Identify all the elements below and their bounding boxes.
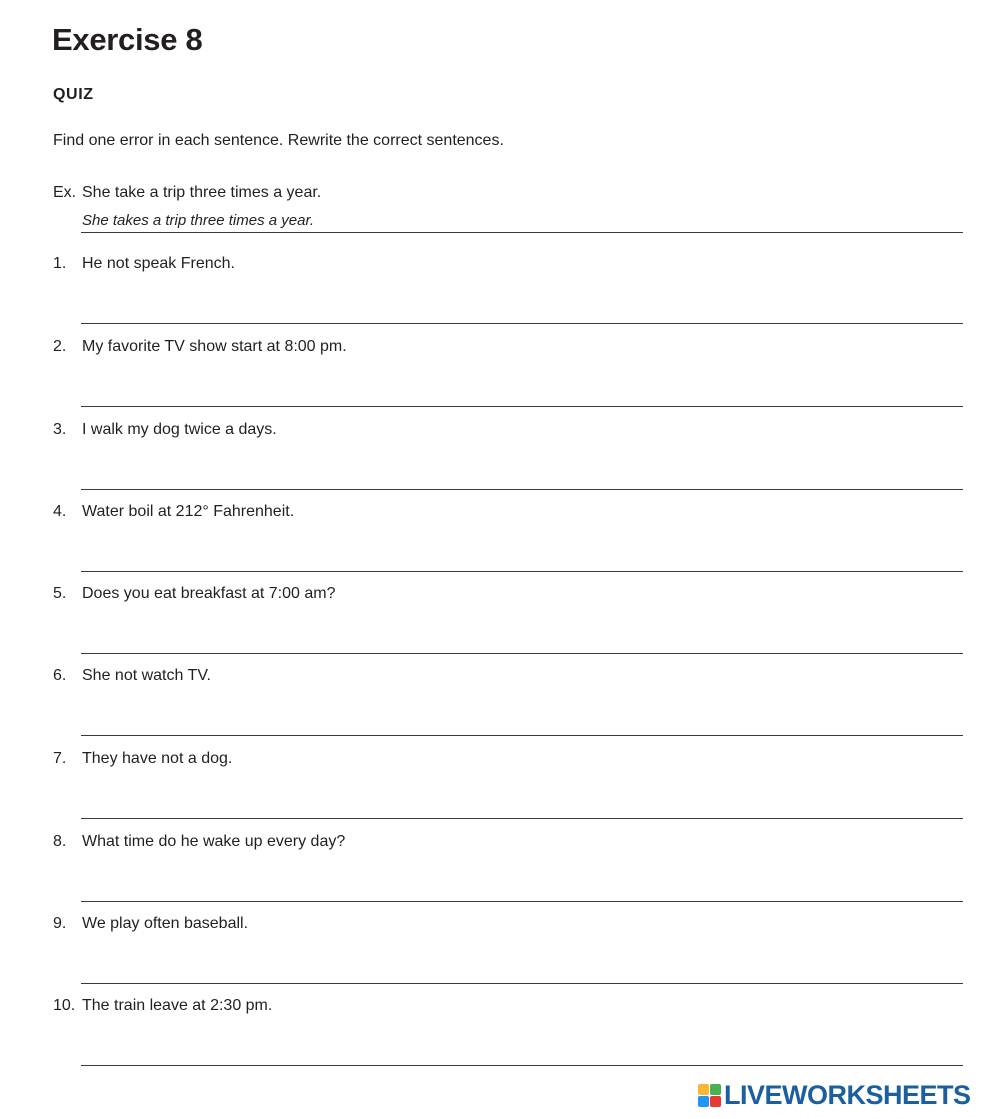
question-sentence: We play often baseball. bbox=[82, 915, 249, 932]
question-number: 2. bbox=[53, 338, 67, 355]
question-row-3 bbox=[53, 421, 963, 497]
answer-input-5[interactable] bbox=[81, 629, 963, 654]
question-number: 1. bbox=[53, 255, 67, 272]
answer-input-2[interactable] bbox=[81, 382, 963, 407]
question-number: 4. bbox=[53, 503, 67, 520]
question-sentence: I walk my dog twice a days. bbox=[82, 421, 277, 438]
answer-input-3[interactable] bbox=[81, 465, 963, 490]
question-row-2 bbox=[53, 338, 963, 414]
question-number: 5. bbox=[53, 585, 67, 602]
question-number: 7. bbox=[53, 750, 67, 767]
answer-input-6[interactable] bbox=[81, 711, 963, 736]
question-number: 3. bbox=[53, 421, 67, 438]
question-row-6 bbox=[53, 667, 963, 743]
logo-blocks-icon bbox=[698, 1084, 721, 1107]
question-row-8 bbox=[53, 833, 963, 909]
question-number: 6. bbox=[53, 667, 67, 684]
logo-block-icon bbox=[710, 1096, 721, 1107]
section-label: QUIZ bbox=[53, 86, 94, 103]
logo-block-icon bbox=[710, 1084, 721, 1095]
logo-block-icon bbox=[698, 1096, 709, 1107]
question-sentence: She not watch TV. bbox=[82, 667, 211, 684]
question-number: 8. bbox=[53, 833, 67, 850]
example-row bbox=[53, 184, 963, 260]
question-sentence: Water boil at 212° Fahrenheit. bbox=[82, 503, 295, 520]
example-answer bbox=[81, 208, 963, 233]
question-number: 9. bbox=[53, 915, 67, 932]
logo-block-icon bbox=[698, 1084, 709, 1095]
example-label: Ex. bbox=[53, 184, 77, 201]
question-sentence: They have not a dog. bbox=[82, 750, 233, 767]
answer-input-1[interactable] bbox=[81, 299, 963, 324]
answer-input-4[interactable] bbox=[81, 547, 963, 572]
question-row-7 bbox=[53, 750, 963, 826]
example-sentence: She take a trip three times a year. bbox=[82, 184, 322, 201]
question-row-5 bbox=[53, 585, 963, 661]
answer-input-8[interactable] bbox=[81, 877, 963, 902]
instructions-text: Find one error in each sentence. Rewrite the correct sentences. bbox=[53, 132, 504, 149]
question-sentence: He not speak French. bbox=[82, 255, 235, 272]
answer-input-9[interactable] bbox=[81, 959, 963, 984]
question-row-10 bbox=[53, 997, 963, 1073]
question-row-4 bbox=[53, 503, 963, 579]
question-sentence: What time do he wake up every day? bbox=[82, 833, 346, 850]
answer-input-7[interactable] bbox=[81, 794, 963, 819]
liveworksheets-logo bbox=[698, 1080, 971, 1111]
question-sentence: The train leave at 2:30 pm. bbox=[82, 997, 273, 1014]
answer-input-10[interactable] bbox=[81, 1041, 963, 1066]
logo-text: LIVEWORKSHEETS bbox=[724, 1080, 971, 1110]
question-row-1 bbox=[53, 255, 963, 331]
question-number: 10. bbox=[53, 997, 76, 1014]
question-sentence: My favorite TV show start at 8:00 pm. bbox=[82, 338, 347, 355]
question-row-9 bbox=[53, 915, 963, 991]
page-title: Exercise 8 bbox=[52, 22, 203, 57]
question-sentence: Does you eat breakfast at 7:00 am? bbox=[82, 585, 336, 602]
